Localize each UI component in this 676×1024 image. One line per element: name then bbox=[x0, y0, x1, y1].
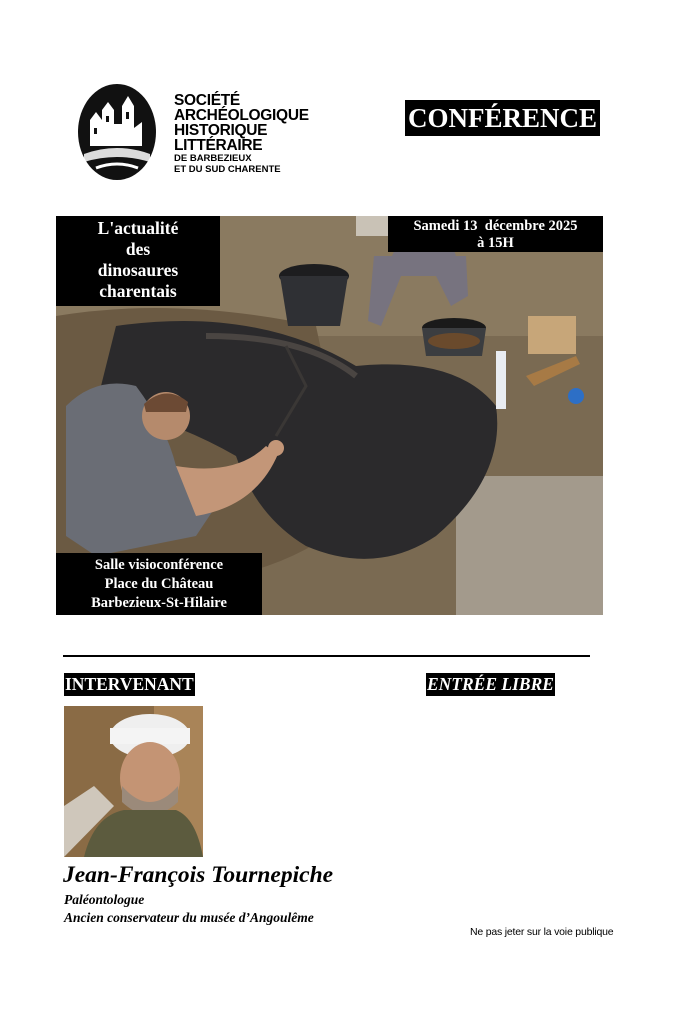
event-title-line: charentais bbox=[99, 281, 177, 301]
organization-name bbox=[174, 93, 309, 175]
event-time: à 15H bbox=[477, 235, 514, 251]
conference-label: CONFÉRENCE bbox=[405, 100, 600, 136]
free-entry-label: ENTRÉE LIBRE bbox=[427, 674, 554, 694]
speaker-former-role: Ancien conservateur du musée d’Angoulême bbox=[64, 910, 314, 925]
event-date: Samedi 13 décembre 2025 bbox=[413, 218, 578, 234]
section-divider bbox=[63, 655, 590, 657]
event-title-line: des bbox=[125, 239, 151, 259]
org-line-2: ARCHÉOLOGIQUE bbox=[174, 107, 309, 124]
event-title-line: L'actualité bbox=[97, 218, 179, 238]
castle-logo-icon bbox=[76, 82, 158, 182]
org-subline-1: DE BARBEZIEUX bbox=[174, 153, 252, 164]
org-line-3: HISTORIQUE bbox=[174, 122, 268, 139]
event-title-line: dinosaures bbox=[97, 260, 179, 280]
footer-note: Ne pas jeter sur la voie publique bbox=[470, 926, 614, 938]
venue-line: Salle visioconférence bbox=[94, 557, 224, 573]
speaker-portrait bbox=[64, 706, 203, 857]
speaker-name: Jean-François Tournepiche bbox=[63, 862, 334, 888]
event-venue-box bbox=[56, 553, 262, 615]
speaker-section-label: INTERVENANT bbox=[65, 674, 194, 694]
venue-line: Place du Château bbox=[104, 576, 214, 592]
event-title-box bbox=[56, 216, 220, 306]
speaker-role: Paléontologue bbox=[64, 892, 145, 907]
society-logo bbox=[76, 82, 158, 182]
org-subline-2: ET DU SUD CHARENTE bbox=[174, 163, 281, 175]
org-line-1: SOCIÉTÉ bbox=[174, 92, 240, 109]
org-line-4: LITTÉRAIRE bbox=[174, 137, 263, 154]
venue-line: Barbezieux-St-Hilaire bbox=[91, 595, 227, 611]
bucket bbox=[280, 276, 348, 326]
event-date-box bbox=[388, 216, 603, 252]
